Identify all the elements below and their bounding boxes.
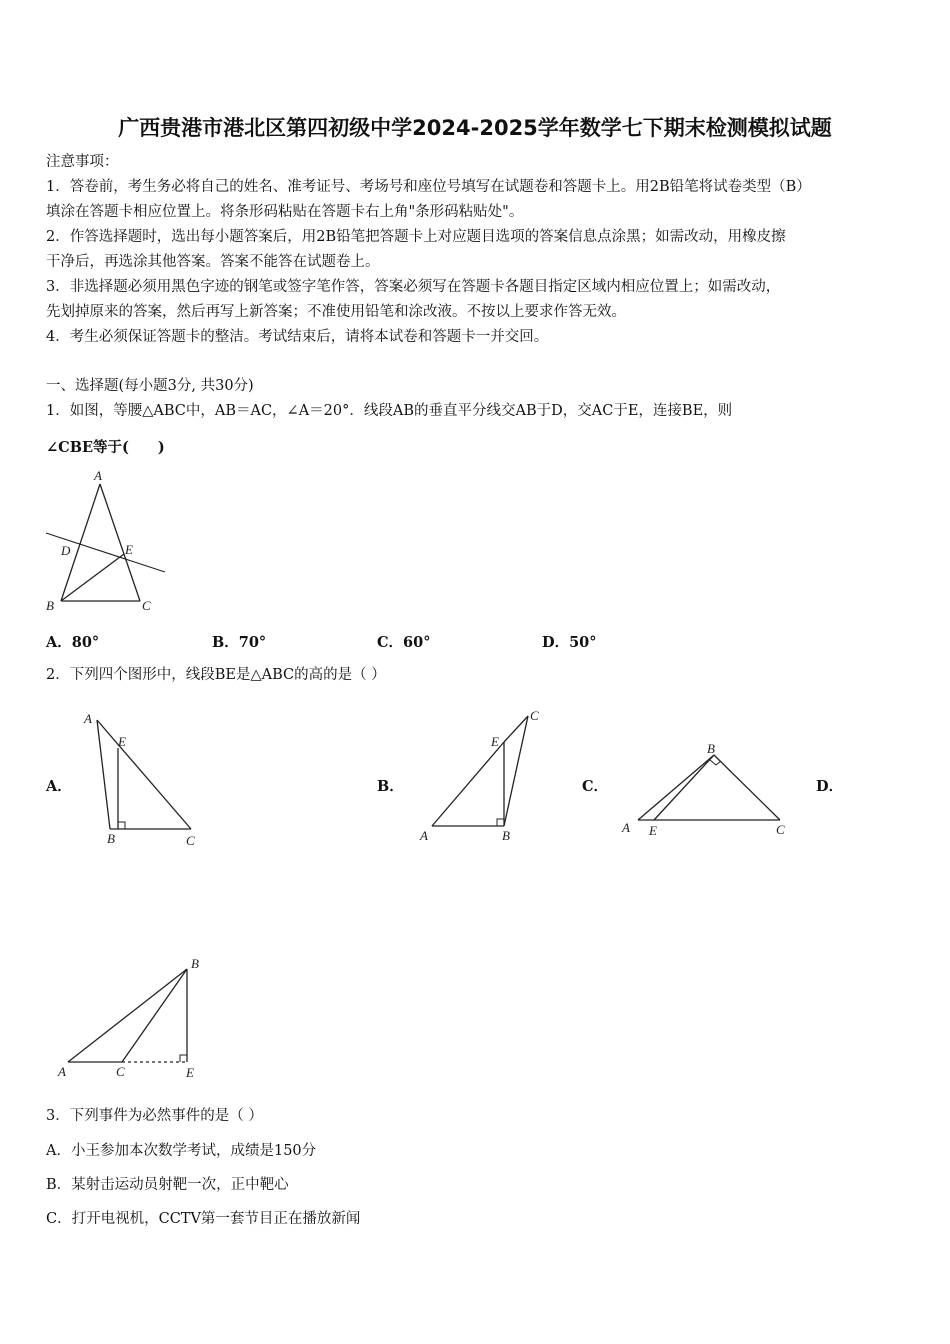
notice-heading: 注意事项： [46,154,119,170]
q2a-label-C: C [186,833,195,848]
notice-line: 2．作答选择题时，选出每小题答案后，用2B铅笔把答题卡上对应题目选项的答案信息点涂黑；如需改动，用橡皮擦 [46,229,786,245]
q2b-label-A: A [420,828,428,843]
q1-label-D: D [61,543,71,558]
q2d-label-B: B [191,956,199,971]
q1-label-B: B [46,598,54,613]
q2a-label-E: E [118,734,126,749]
notice-line: 干净后，再选涂其他答案。答案不能答在试题卷上。 [46,254,380,270]
page-title: 广西贵港市港北区第四初级中学2024-2025学年数学七下期末检测模拟试题 [118,116,832,140]
q2-option-c[interactable]: C． [582,778,609,795]
q1-label-C: C [142,598,151,613]
q2-figure-a [80,708,210,853]
q2-option-d[interactable]: D． [816,778,844,795]
q3-stem: 3．下列事件为必然事件的是（ ） [46,1108,263,1124]
q2-option-b[interactable]: B． [377,778,404,795]
q1-label-E: E [125,542,133,557]
q3-option-c[interactable]: C．打开电视机，CCTV第一套节目正在播放新闻 [46,1211,361,1227]
notice-line: 先划掉原来的答案，然后再写上新答案；不准使用铅笔和涂改液。不按以上要求作答无效。 [46,304,626,320]
q2a-label-B: B [107,831,115,846]
q2d-label-A: A [58,1064,66,1079]
q2c-label-C: C [776,822,785,837]
q2-figure-c [618,738,798,843]
q3-option-a[interactable]: A．小王参加本次数学考试，成绩是150分 [46,1143,317,1159]
q2c-label-E: E [649,823,657,838]
q1-option-b[interactable]: B．70° [212,634,267,651]
q1-option-c[interactable]: C．60° [377,634,431,651]
q1-stem-line1: 1．如图，等腰△ABC中，AB＝AC，∠A＝20°．线段AB的垂直平分线交AB于D，交AC于E，连接BE，则 [46,403,733,419]
q2-figure-d [54,952,214,1082]
q2a-label-A: A [84,711,92,726]
q1-option-a[interactable]: A．80° [46,634,100,651]
q2-figure-b [412,700,552,850]
q2c-label-A: A [622,820,630,835]
section-heading: 一、选择题(每小题3分, 共30分) [46,378,254,394]
notice-line: 4．考生必须保证答题卡的整洁。考试结束后，请将本试卷和答题卡一并交回。 [46,329,549,345]
q1-label-A: A [94,468,102,483]
q1-stem-line2: ∠CBE等于( ) [46,439,165,456]
q2b-label-C: C [530,708,539,723]
q2c-label-B: B [707,741,715,756]
notice-line: 填涂在答题卡相应位置上。将条形码粘贴在答题卡右上角"条形码粘贴处"。 [46,204,524,220]
q2d-label-E: E [186,1065,194,1080]
q1-triangle-figure [44,466,169,616]
q2d-label-C: C [116,1064,125,1079]
notice-line: 1．答卷前，考生务必将自己的姓名、准考证号、考场号和座位号填写在试题卷和答题卡上。用2B铅笔将试卷类型（B） [46,179,811,195]
q2b-label-B: B [502,828,510,843]
q1-option-d[interactable]: D．50° [542,634,597,651]
q2b-label-E: E [491,734,499,749]
q2-option-a[interactable]: A． [46,778,72,795]
q3-option-b[interactable]: B．某射击运动员射靶一次，正中靶心 [46,1177,289,1193]
q2-stem: 2．下列四个图形中，线段BE是△ABC的高的是（ ） [46,667,386,683]
notice-line: 3．非选择题必须用黑色字迹的钢笔或签字笔作答，答案必须写在答题卡各题目指定区域内相应位置上；如需改动， [46,279,781,295]
